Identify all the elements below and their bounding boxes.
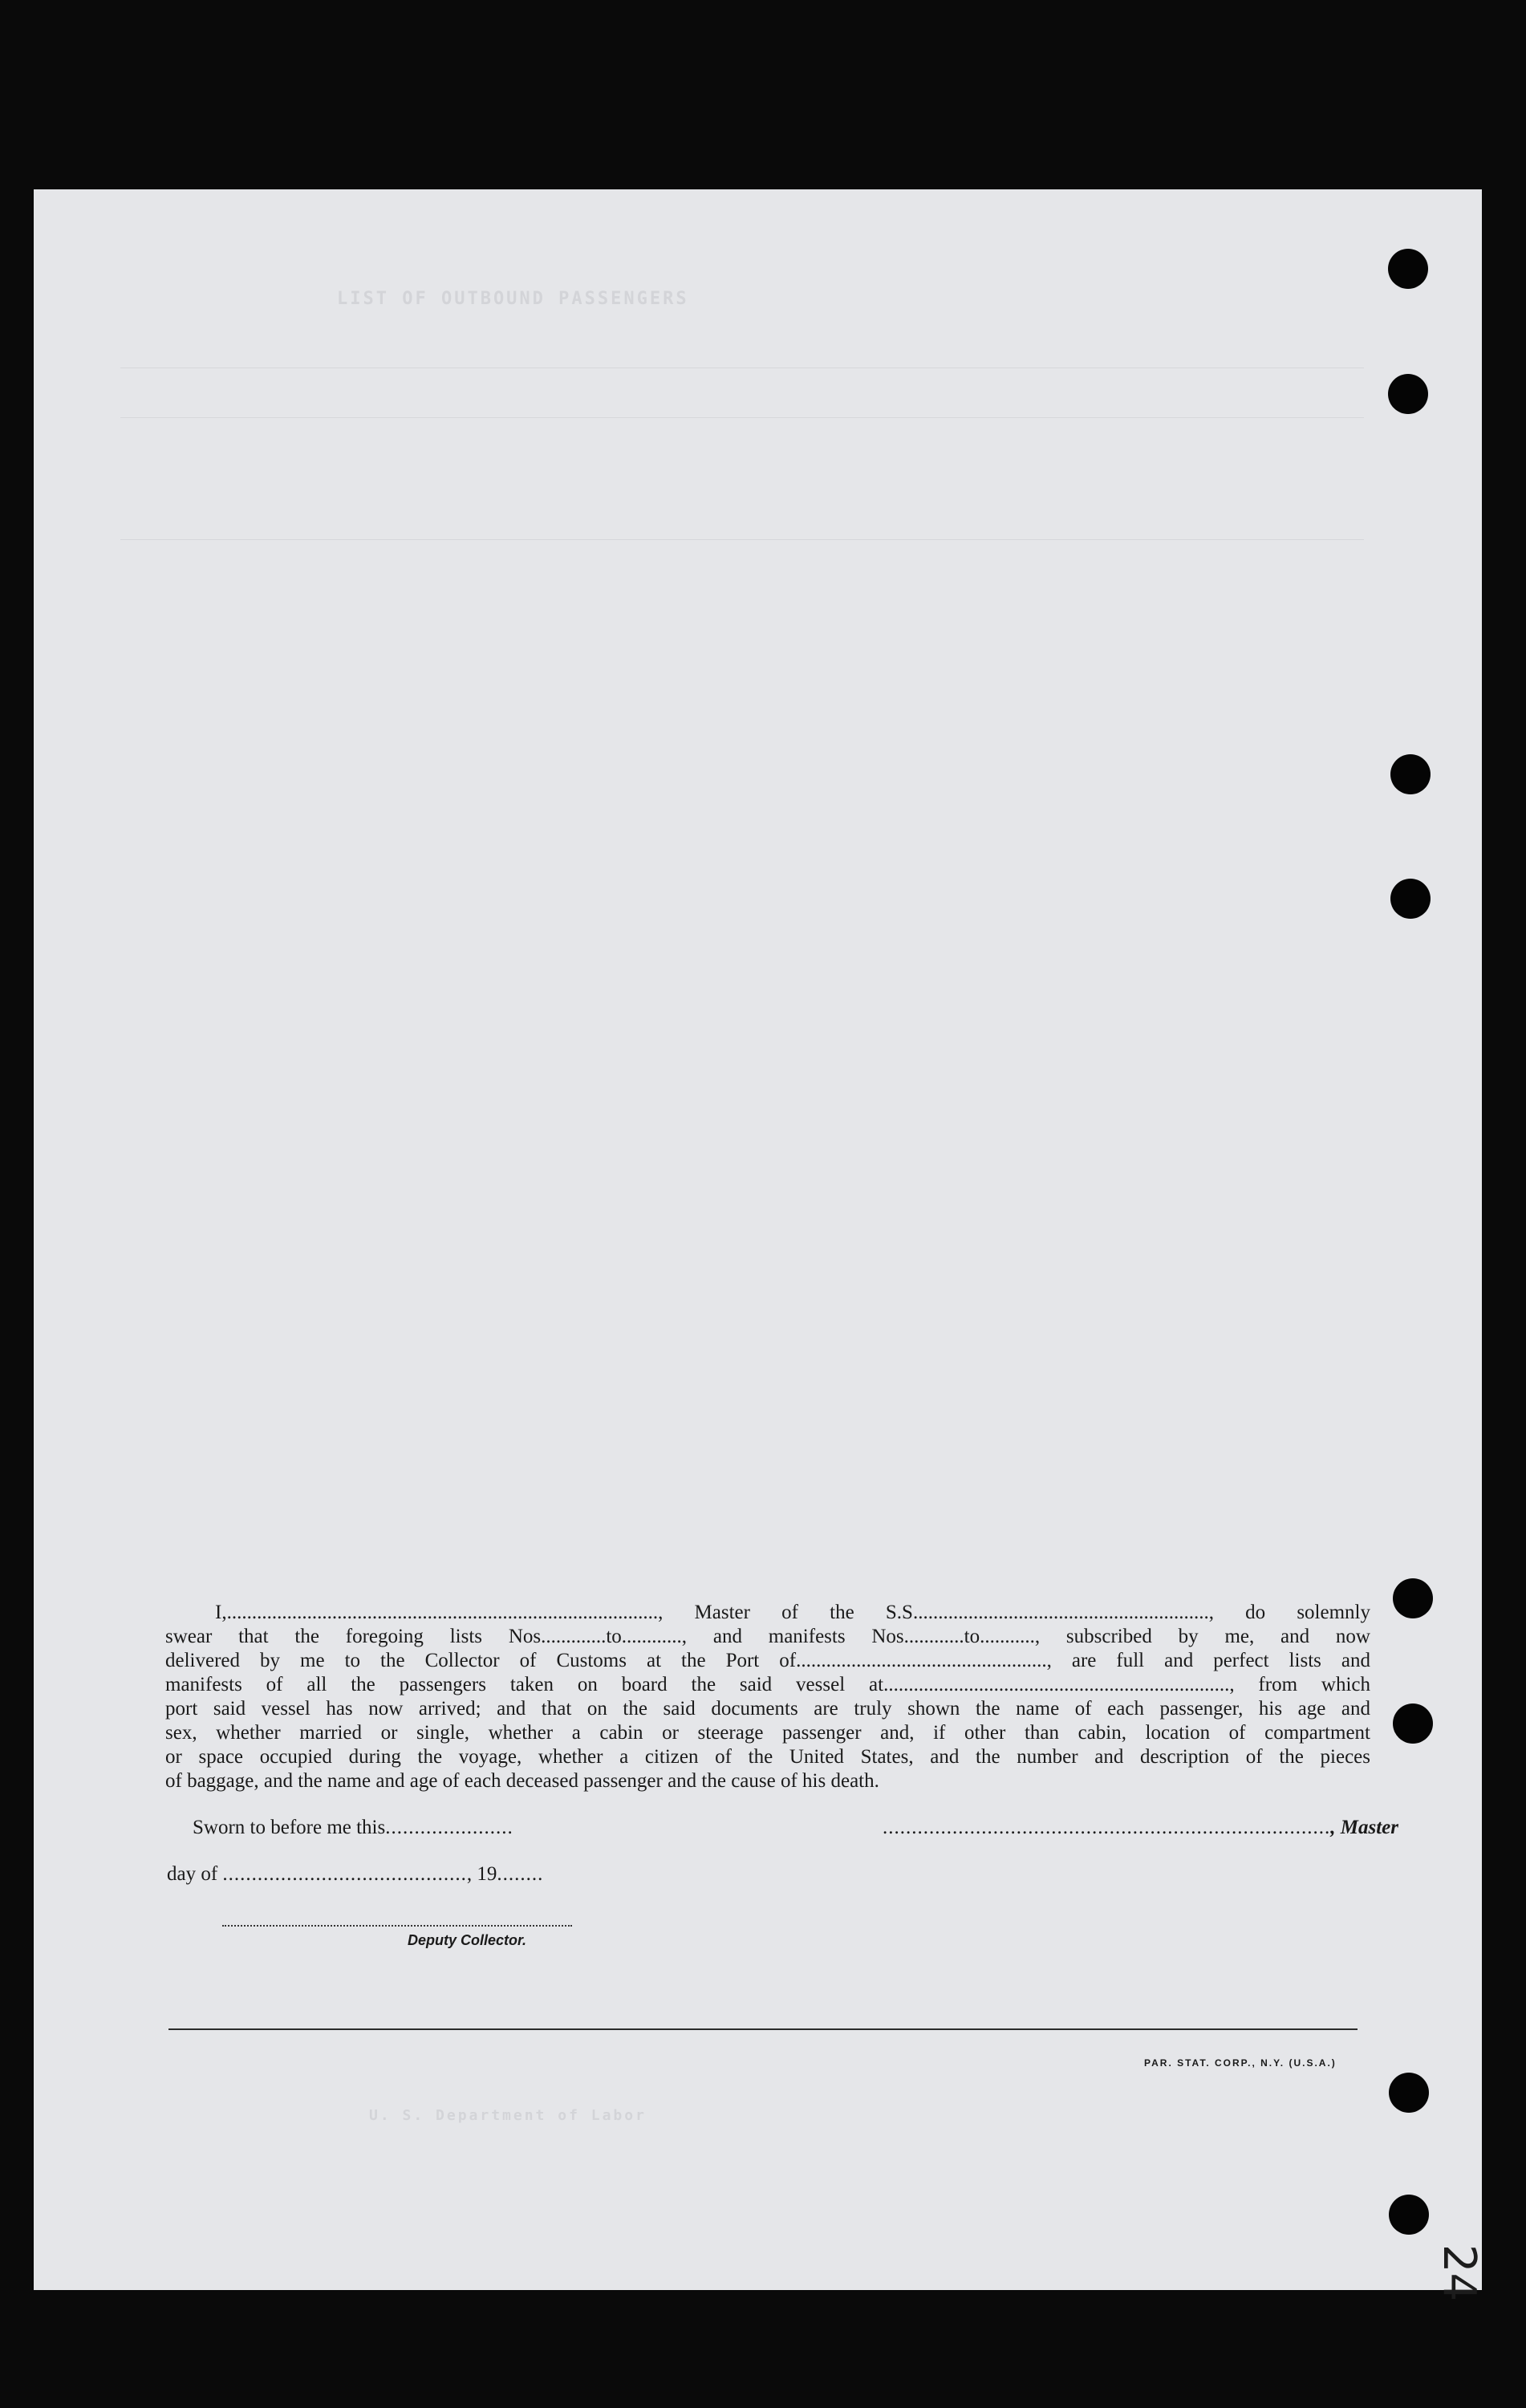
sworn-label: Sworn to before me this: [193, 1817, 386, 1838]
footer-rule: [168, 2028, 1358, 2030]
oath-line-2: swear that the foregoing lists Nos.............to............, and manifests Nos............to..........., subscribed by me, and now: [165, 1626, 1370, 1647]
bleed-through-line: [120, 417, 1364, 418]
bleed-through-title: LIST OF OUTBOUND PASSENGERS: [337, 289, 689, 309]
oath-line-8: of baggage, and the name and age of each deceased passenger and the cause of his death.: [165, 1770, 879, 1792]
punch-hole: [1388, 249, 1428, 289]
sworn-date-field[interactable]: ......................: [385, 1817, 513, 1838]
page-number: 24: [1433, 2244, 1486, 2302]
bleed-through-line: [120, 539, 1364, 540]
sworn-line: [193, 1817, 513, 1839]
oath-line-1: I,......................................................................................, Master of the S.S..........................................................., do solemnly: [215, 1602, 1370, 1623]
bleed-through-line: [120, 367, 1364, 368]
master-signature-line: [883, 1817, 1398, 1839]
day-of-label: day of: [167, 1863, 218, 1885]
bleed-through-footer: U. S. Department of Labor: [369, 2107, 647, 2124]
punch-hole: [1389, 2195, 1429, 2235]
printer-imprint: PAR. STAT. CORP., N.Y. (U.S.A.): [1144, 2057, 1337, 2069]
master-signature-field[interactable]: .............................................................................: [883, 1817, 1331, 1838]
oath-line-5: port said vessel has now arrived; and that on the said documents are truly shown the name of each passenger, his age and: [165, 1698, 1370, 1720]
oath-line-6: sex, whether married or single, whether a cabin or steerage passenger and, if other than cabin, location of compartment: [165, 1722, 1370, 1744]
punch-hole: [1389, 2073, 1429, 2113]
punch-hole: [1388, 374, 1428, 414]
master-label: , Master: [1330, 1817, 1398, 1838]
punch-hole: [1390, 754, 1431, 794]
punch-hole: [1390, 879, 1431, 919]
day-of-field[interactable]: ..........................................: [222, 1863, 467, 1885]
year-field[interactable]: ........: [497, 1863, 544, 1885]
year-prefix: , 19: [466, 1863, 497, 1885]
punch-hole: [1393, 1703, 1433, 1744]
punch-hole: [1393, 1578, 1433, 1618]
form-sheet: [34, 189, 1482, 2290]
oath-line-4: manifests of all the passengers taken on board the said vessel at....................................................................., from which: [165, 1674, 1370, 1695]
deputy-signature-field[interactable]: [222, 1925, 572, 1927]
oath-line-3: delivered by me to the Collector of Customs at the Port of.................................................., are full and perfect lists and: [165, 1650, 1370, 1671]
oath-line-7: or space occupied during the voyage, whether a citizen of the United States, and the number and description of the pieces: [165, 1746, 1370, 1768]
day-of-line: [167, 1863, 543, 1886]
master-oath-paragraph: [165, 1601, 1370, 1793]
deputy-collector-label: Deputy Collector.: [408, 1932, 527, 1948]
